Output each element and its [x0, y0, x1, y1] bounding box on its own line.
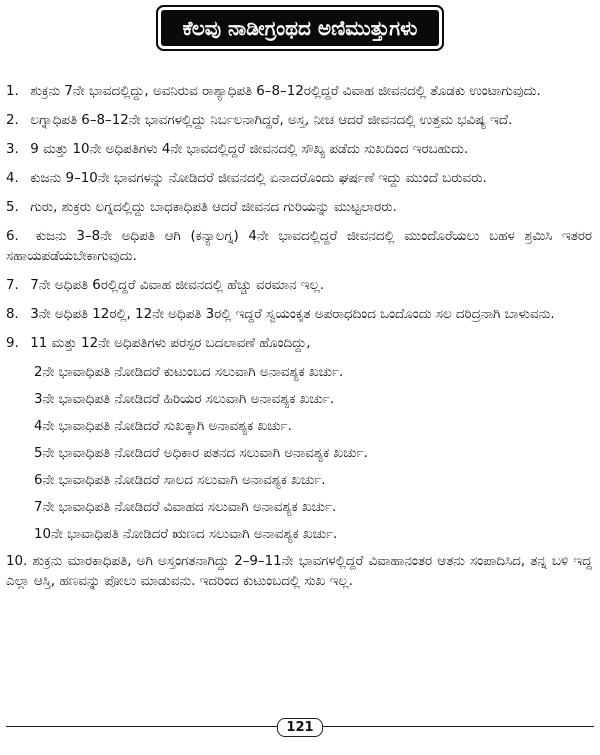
item-number: 2.: [6, 113, 19, 128]
list-item-4: [6, 169, 592, 189]
item-number: 10.: [6, 554, 28, 569]
item-text: ಶುಕ್ರನು 7ನೇ ಭಾವದಲ್ಲಿದ್ದು, ಅವನಿರುವ ರಾಶ್ಯಾಧಿಪತಿ 6–8–12ರಲ್ಲಿದ್ದರೆ ವಿವಾಹ ಜೀವನದಲ್ಲಿ ತೊಡಕು ಉಂಟಾಗುವುದು.: [30, 84, 541, 99]
item-number: 6.: [6, 229, 19, 244]
sub-item: 7ನೇ ಭಾವಾಧಿಪತಿ ನೋಡಿದರೆ ವಿವಾಹದ ಸಲುವಾಗಿ ಅನಾವಶ್ಯಕ ಖರ್ಚು.: [34, 500, 337, 515]
item-text: ಗುರು, ಶುಕ್ರರು ಲಗ್ನದಲ್ಲಿದ್ದು ಬಾಧಕಾಧಿಪತಿ ಆದರೆ ಜೀವನದ ಗುರಿಯನ್ನು ಮುಟ್ಟಲಾರರು.: [30, 200, 397, 215]
item-number: 8.: [6, 307, 19, 322]
item-number: 3.: [6, 142, 19, 157]
list-item-3: [6, 140, 592, 160]
list-item-2: [6, 111, 592, 131]
item-number: 4.: [6, 171, 19, 186]
item-text: 3ನೇ ಅಧಿಪತಿ 12ರಲ್ಲಿ, 12ನೇ ಅಧಿಪತಿ 3ರಲ್ಲಿ ಇದ್ದರೆ ಸ್ವಯಂಕೃತ ಅಪರಾಧದಿಂದ ಒಂದೊಂದು ಸಲ ದರಿದ್ರನಾಗಿ ಬಾಳುವನು.: [30, 307, 555, 322]
page-title: ಕೆಲವು ನಾಡೀಗ್ರಂಥದ ಅಣಿಮುತ್ತುಗಳು: [161, 10, 440, 46]
item-text: 9 ಮತ್ತು 10ನೇ ಅಧಿಪತಿಗಳು 4ನೇ ಭಾವದಲ್ಲಿದ್ದರೆ ಜೀವನದಲ್ಲಿ ಸೌಖ್ಯ ಪಡೆದು ಸುಖದಿಂದ ಇರಬಹುದು.: [30, 142, 469, 157]
page-number: 121: [277, 718, 322, 737]
page-number-wrap: [0, 716, 600, 737]
title-banner: [0, 10, 600, 46]
list-item-7: [6, 276, 592, 296]
sub-item: 3ನೇ ಭಾವಾಧಿಪತಿ ನೋಡಿದರೆ ಹಿರಿಯರ ಸಲುವಾಗಿ ಅನಾವಶ್ಯಕ ಖರ್ಚು.: [34, 392, 335, 407]
sub-item: 2ನೇ ಭಾವಾಧಿಪತಿ ನೋಡಿದರೆ ಕುಟುಂಬದ ಸಲುವಾಗಿ ಅನಾವಶ್ಯಕ ಖರ್ಚು.: [34, 365, 344, 380]
sub-item: 5ನೇ ಭಾವಾಧಿಪತಿ ನೋಡಿದರೆ ಅಧಿಕಾರ ಪತನದ ಸಲುವಾಗಿ ಅನಾವಶ್ಯಕ ಖರ್ಚು.: [34, 446, 368, 461]
item-text: ಕುಜನು 3–8ನೇ ಅಧಿಪತಿ ಆಗಿ (ಕನ್ಯಾಲಗ್ನ) 4ನೇ ಭಾವದಲ್ಲಿದ್ದರೆ ಜೀವನದಲ್ಲಿ ಮುಂದೊರೆಯಲು ಬಹಳ ಶ್ರಮಿಸಿ ಇತರರ ಸಹಾಯಪಡೆಯಬೇಕಾಗುವುದು.: [6, 229, 592, 264]
item-text: 11 ಮತ್ತು 12ನೇ ಅಧಿಪತಿಗಳು ಪರಸ್ಪರ ಬದಲಾವಣೆ ಹೊಂದಿದ್ದು,: [30, 336, 311, 351]
item-text: ಲಗ್ನಾಧಿಪತಿ 6–8–12ನೇ ಭಾವಗಳಲ್ಲಿದ್ದು ನಿರ್ಬಲನಾಗಿದ್ದರೆ, ಅಸ್ತ, ನೀಚ ಆದರೆ ಜೀವನದಲ್ಲಿ ಉತ್ತಮ ಭವಿಷ್ಯ ಇದೆ.: [30, 113, 513, 128]
item-number: 9.: [6, 336, 19, 351]
item-text: 7ನೇ ಅಧಿಪತಿ 6ರಲ್ಲಿದ್ದರೆ ವಿವಾಹ ಜೀವನದಲ್ಲಿ ಹೆಚ್ಚು ವರಮಾನ ಇಲ್ಲ.: [30, 278, 325, 293]
list-item-8: [6, 305, 592, 325]
list-item-9: [6, 334, 592, 354]
sub-item: 4ನೇ ಭಾವಾಧಿಪತಿ ನೋಡಿದರೆ ಸುಖಕ್ಕಾಗಿ ಅನಾವಶ್ಯಕ ಖರ್ಚು.: [34, 419, 292, 434]
item-number: 5.: [6, 200, 19, 215]
item-number: 1.: [6, 84, 19, 99]
list-item-1: [6, 82, 592, 102]
list-item-6: [6, 227, 592, 267]
list-item-10: [6, 552, 592, 592]
list-item-5: [6, 198, 592, 218]
item-text: ಶುಕ್ರನು ಮಾರಕಾಧಿಪತಿ, ಅಗಿ ಅಸ್ತಂಗತನಾಗಿದ್ದು 2–9–11ನೇ ಭಾವಗಳಲ್ಲಿದ್ದರೆ ವಿವಾಹಾನಂತರ ಆತನು ಸಂಪಾದಿಸಿದ, ತನ್ನ ಬಳಿ ಇದ್ದ ಎಲ್ಲಾ ಆಸ್ತಿ, ಹಣವನ್ನು ಪೋಲು ಮಾಡುವನು. ಇದರಿಂದ ಕುಟುಂಬದಲ್ಲಿ ಸುಖ ಇಲ್ಲ.: [6, 554, 592, 589]
item-number: 7.: [6, 278, 19, 293]
sub-item: 10ನೇ ಭಾವಾಧಿಪತಿ ನೋಡಿದರೆ ಋಣದ ಸಲುವಾಗಿ ಅನಾವಶ್ಯಕ ಖರ್ಚು.: [34, 527, 338, 542]
content-list: [6, 82, 592, 601]
item-text: ಕುಜನು 9–10ನೇ ಭಾವಗಳನ್ನು ನೋಡಿದರೆ ಜೀವನದಲ್ಲಿ ಏನಾದರೊಂದು ಘರ್ಷಣೆ ಇದ್ದು ಮುಂದೆ ಬರುವರು.: [30, 171, 487, 186]
sub-item: 6ನೇ ಭಾವಾಧಿಪತಿ ನೋಡಿದರೆ ಸಾಲದ ಸಲುವಾಗಿ ಅನಾವಶ್ಯಕ ಖರ್ಚು.: [34, 473, 326, 488]
